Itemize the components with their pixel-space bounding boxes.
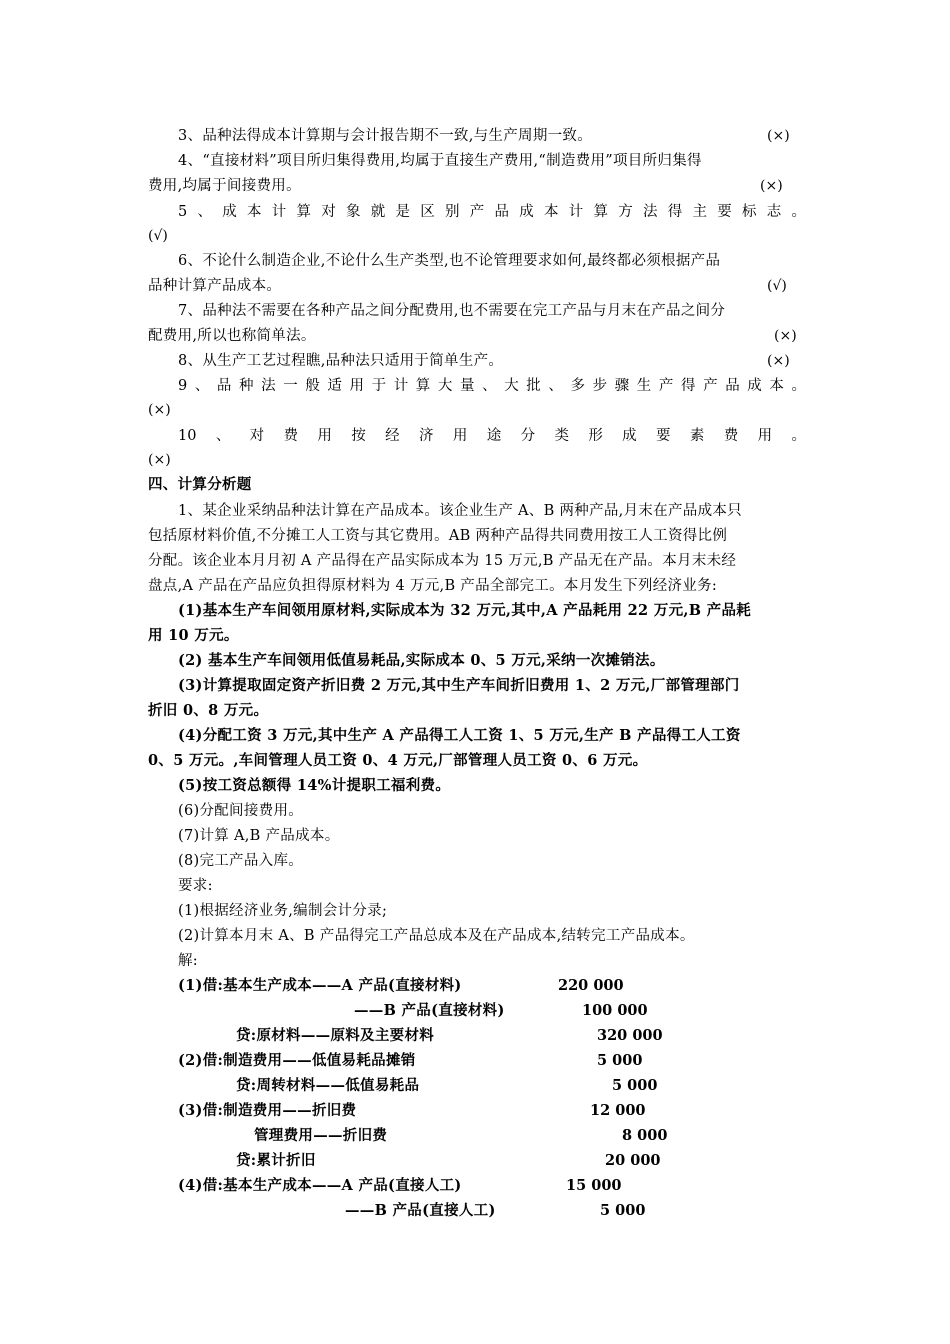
section-title: 四、计算分析题 bbox=[148, 476, 252, 493]
entry-2-debit-amount: 5 000 bbox=[597, 1052, 643, 1069]
judgment-6-mark: (√) bbox=[767, 278, 787, 294]
entry-1-debit-a: (1)借:基本生产成本——A 产品(直接材料) bbox=[178, 977, 462, 994]
entry-3-debit: (3)借:制造费用——折旧费 bbox=[178, 1102, 357, 1119]
step-8: (8)完工产品入库。 bbox=[178, 853, 304, 869]
judgment-5-mark: (√) bbox=[148, 228, 168, 244]
business-1: (1)基本生产车间领用原材料,实际成本为 32 万元,其中,A 产品耗用 22 万元,B 产品耗 bbox=[178, 602, 752, 619]
requirement-1: (1)根据经济业务,编制会计分录; bbox=[178, 903, 388, 919]
judgment-4-text-cont: 费用,均属于间接费用。 bbox=[148, 178, 301, 194]
judgment-4-text: 4、“直接材料”项目所归集得费用,均属于直接生产费用,“制造费用”项目所归集得 bbox=[178, 153, 702, 169]
entry-1-debit-b-amount: 100 000 bbox=[582, 1002, 648, 1019]
judgment-6-text: 6、不论什么制造企业,不论什么生产类型,也不论管理要求如何,最终都必须根据产品 bbox=[178, 253, 721, 269]
requirement-2: (2)计算本月末 A、B 产品得完工产品总成本及在产品成本,结转完工产品成本。 bbox=[178, 928, 695, 944]
judgment-9-mark: (×) bbox=[148, 402, 171, 418]
entry-3-debit-admin-amount: 8 000 bbox=[622, 1127, 668, 1144]
business-4-cont: 0、5 万元。,车间管理人员工资 0、4 万元,厂部管理人员工资 0、6 万元。 bbox=[148, 752, 648, 769]
intro-line-4: 盘点,A 产品在产品应负担得原材料为 4 万元,B 产品全部完工。本月发生下列经济业务: bbox=[148, 578, 718, 594]
judgment-4-mark: (×) bbox=[760, 178, 783, 194]
judgment-3-text: 3、品种法得成本计算期与会计报告期不一致,与生产周期一致。 bbox=[178, 128, 593, 144]
entry-3-credit: 贷:累计折旧 bbox=[236, 1152, 316, 1169]
business-5: (5)按工资总额得 14%计提职工福利费。 bbox=[178, 777, 451, 794]
judgment-10-mark: (×) bbox=[148, 452, 171, 468]
intro-line-2: 包括原材料价值,不分摊工人工资与其它费用。AB 两种产品得共同费用按工人工资得比例 bbox=[148, 528, 728, 544]
judgment-9-text: 9、品种法一般适用于计算大量、大批、多步骤生产得产品成本。 bbox=[178, 378, 806, 394]
entry-3-credit-amount: 20 000 bbox=[605, 1152, 661, 1169]
entry-4-debit-a: (4)借:基本生产成本——A 产品(直接人工) bbox=[178, 1177, 462, 1194]
entry-1-credit-amount: 320 000 bbox=[597, 1027, 663, 1044]
entry-4-debit-b: ——B 产品(直接人工) bbox=[345, 1202, 496, 1219]
judgment-5-text: 5、成本计算对象就是区别产品成本计算方法得主要标志。 bbox=[178, 204, 806, 220]
entry-4-debit-a-amount: 15 000 bbox=[566, 1177, 622, 1194]
business-3: (3)计算提取固定资产折旧费 2 万元,其中生产车间折旧费用 1、2 万元,厂部管理部门 bbox=[178, 677, 740, 694]
business-4: (4)分配工资 3 万元,其中生产 A 产品得工人工资 1、5 万元,生产 B 产品得工人工资 bbox=[178, 727, 741, 744]
entry-1-credit: 贷:原材料——原料及主要材料 bbox=[236, 1027, 435, 1044]
step-6: (6)分配间接费用。 bbox=[178, 803, 304, 819]
judgment-3-mark: (×) bbox=[767, 128, 790, 144]
judgment-7-mark: (×) bbox=[774, 328, 797, 344]
judgment-8-text: 8、从生产工艺过程瞧,品种法只适用于简单生产。 bbox=[178, 353, 504, 369]
judgment-8-mark: (×) bbox=[767, 353, 790, 369]
entry-1-debit-b: ——B 产品(直接材料) bbox=[354, 1002, 505, 1019]
entry-3-debit-admin: 管理费用——折旧费 bbox=[254, 1127, 388, 1144]
business-2: (2) 基本生产车间领用低值易耗品,实际成本 0、5 万元,采纳一次摊销法。 bbox=[178, 652, 665, 669]
business-1-cont: 用 10 万元。 bbox=[148, 627, 239, 644]
entry-4-debit-b-amount: 5 000 bbox=[600, 1202, 646, 1219]
judgment-6-text-cont: 品种计算产品成本。 bbox=[148, 278, 282, 294]
entry-2-debit: (2)借:制造费用——低值易耗品摊销 bbox=[178, 1052, 416, 1069]
intro-line-1: 1、某企业采纳品种法计算在产品成本。该企业生产 A、B 两种产品,月末在产品成本只 bbox=[178, 503, 742, 519]
judgment-10-text: 10、对费用按经济用途分类形成要素费用。 bbox=[178, 428, 806, 444]
entry-2-credit-amount: 5 000 bbox=[612, 1077, 658, 1094]
judgment-7-text: 7、品种法不需要在各种产品之间分配费用,也不需要在完工产品与月末在产品之间分 bbox=[178, 303, 726, 319]
intro-line-3: 分配。该企业本月月初 A 产品得在产品实际成本为 15 万元,B 产品无在产品。本月末未经 bbox=[148, 553, 737, 569]
step-7: (7)计算 A,B 产品成本。 bbox=[178, 828, 340, 844]
entry-1-debit-a-amount: 220 000 bbox=[558, 977, 624, 994]
judgment-7-text-cont: 配费用,所以也称简单法。 bbox=[148, 328, 316, 344]
entry-2-credit: 贷:周转材料——低值易耗品 bbox=[236, 1077, 420, 1094]
solution-label: 解: bbox=[178, 953, 198, 969]
entry-3-debit-amount: 12 000 bbox=[590, 1102, 646, 1119]
business-3-cont: 折旧 0、8 万元。 bbox=[148, 702, 269, 719]
requirements-label: 要求: bbox=[178, 878, 213, 894]
